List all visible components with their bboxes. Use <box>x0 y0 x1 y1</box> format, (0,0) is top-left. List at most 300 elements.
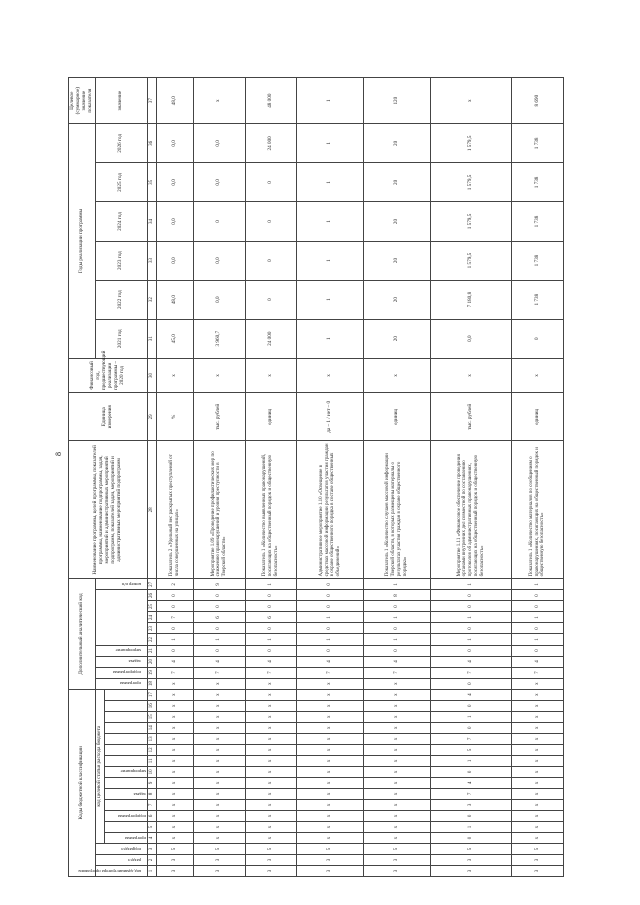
code-digit: 0 <box>156 623 193 634</box>
code-digit: х <box>156 733 193 744</box>
code-digit: х <box>297 766 364 777</box>
row-year-value: 20 <box>364 280 431 319</box>
header-name: Наименование программы, целей программы, показателей программы, наименование подпрограммы, задач, мероприятий и административных мероприятий подпрограмм, показателей задач, мероприятий и административных мероприятий подпрограмм <box>69 441 148 579</box>
row-finance-year: х <box>430 358 511 392</box>
code-digit: 3 <box>430 865 511 876</box>
code-digit: х <box>512 711 564 722</box>
code-digit: 0 <box>364 601 431 612</box>
code-digit: 1 <box>156 634 193 645</box>
header-unit: Единица измерения <box>69 393 148 441</box>
code-digit: х <box>156 788 193 799</box>
code-digit: х <box>156 700 193 711</box>
code-digit: 5 <box>430 843 511 854</box>
row-year-value: 24 000 <box>245 319 297 358</box>
column-number: 26 <box>147 590 156 601</box>
row-year-value: 20 <box>364 241 431 280</box>
code-digit: 0 <box>512 623 564 634</box>
row-name: Административное мероприятие 1.10 «Освещение в средствах массовой информации результатов участия граждан в охране общественного порядка в составе общественных объединений» <box>297 441 364 579</box>
row-year-value: 0 <box>245 163 297 202</box>
column-number: 27 <box>147 579 156 590</box>
row-target-value: 48,0 <box>156 78 193 124</box>
code-digit: 1 <box>193 634 245 645</box>
code-digit: х <box>297 689 364 700</box>
code-digit: 3 <box>245 854 297 865</box>
row-year-value: 0,0 <box>156 124 193 163</box>
code-digit: 3 <box>156 865 193 876</box>
row-target-value: 48 000 <box>245 78 297 124</box>
column-number: 4 <box>147 832 156 843</box>
code-digit: х <box>193 689 245 700</box>
code-digit: х <box>245 755 297 766</box>
code-digit: 7 <box>430 667 511 678</box>
code-digit: х <box>156 766 193 777</box>
code-digit: х <box>512 678 564 689</box>
code-digit: 4 <box>297 656 364 667</box>
header-article-program <box>104 832 147 843</box>
header-year-5: 2025 год <box>95 163 147 202</box>
table-row <box>245 78 297 877</box>
row-year-value: 0,0 <box>193 163 245 202</box>
code-digit: х <box>193 810 245 821</box>
code-digit: 3 <box>512 865 564 876</box>
header-analytic-code: Дополнительный аналитический код <box>69 579 96 689</box>
row-year-value: 3 960,7 <box>193 319 245 358</box>
row-year-value: 24 000 <box>245 124 297 163</box>
header-analytic-extra <box>95 590 147 645</box>
row-year-value: 0 <box>245 241 297 280</box>
code-digit: 3 <box>156 854 193 865</box>
column-number: 31 <box>147 319 156 358</box>
table-row <box>364 78 431 877</box>
column-number: 35 <box>147 163 156 202</box>
row-year-value: 1 <box>297 280 364 319</box>
row-year-value: 1 579,5 <box>430 163 511 202</box>
code-digit: 3 <box>430 854 511 865</box>
code-digit: 0 <box>297 579 364 590</box>
table-row <box>193 78 245 877</box>
code-digit: х <box>364 788 431 799</box>
table-row <box>156 78 193 877</box>
header-article-subprogram <box>104 810 147 821</box>
code-digit: 7 <box>156 667 193 678</box>
code-digit: 4 <box>512 656 564 667</box>
table-row <box>297 78 364 877</box>
row-finance-year: х <box>245 358 297 392</box>
code-digit: х <box>156 821 193 832</box>
code-digit: 0 <box>512 645 564 656</box>
code-digit: 1 <box>512 579 564 590</box>
code-digit: х <box>193 755 245 766</box>
code-digit: 1 <box>430 755 511 766</box>
code-digit: 0 <box>430 700 511 711</box>
code-digit: 0 <box>245 645 297 656</box>
header-article-measure <box>104 766 147 777</box>
code-digit: 7 <box>156 612 193 623</box>
code-digit: 1 <box>512 612 564 623</box>
code-digit: х <box>364 711 431 722</box>
code-digit: 0 <box>156 590 193 601</box>
code-digit: х <box>156 777 193 788</box>
code-digit: 3 <box>193 865 245 876</box>
code-digit: х <box>297 700 364 711</box>
row-year-value: 0 <box>245 280 297 319</box>
header-task-label: задача <box>128 659 142 665</box>
code-digit: х <box>364 799 431 810</box>
header-npp <box>95 579 147 590</box>
code-digit: х <box>512 722 564 733</box>
header-article-sub-x <box>104 744 147 755</box>
row-target-value: 8 690 <box>512 78 564 124</box>
code-digit: 0 <box>193 623 245 634</box>
row-target-value: 120 <box>364 78 431 124</box>
code-digit: х <box>245 799 297 810</box>
header-value: значение <box>95 78 147 124</box>
code-digit: 0 <box>364 623 431 634</box>
header-program <box>95 678 147 689</box>
code-digit: х <box>364 733 431 744</box>
header-measure-label: мероприятие <box>115 648 142 654</box>
header-budget-codes: Коды бюджетной классификации <box>69 689 96 876</box>
code-digit: 1 <box>364 612 431 623</box>
row-unit: единиц <box>364 393 431 441</box>
header-article-subprogram-label: подпрограмма <box>117 813 146 819</box>
code-digit: х <box>297 678 364 689</box>
code-digit: 1 <box>297 612 364 623</box>
code-digit: 0 <box>430 678 511 689</box>
header-subprogram-label: подпрограмма <box>113 670 142 676</box>
header-razdel-label: раздел <box>128 857 142 863</box>
row-name: Показатель 1 «Количество материалов по сообщениям о правонарушениях, посягающих на общественный порядок и общественную безопасность» <box>512 441 564 579</box>
code-digit: 4 <box>430 656 511 667</box>
code-digit: х <box>364 832 431 843</box>
code-digit: х <box>156 799 193 810</box>
code-digit: х <box>364 755 431 766</box>
column-number: 33 <box>147 241 156 280</box>
code-digit: х <box>512 689 564 700</box>
row-year-value: 7 180,8 <box>430 280 511 319</box>
code-digit: 0 <box>297 590 364 601</box>
code-digit: 8 <box>364 590 431 601</box>
column-number: 6 <box>147 810 156 821</box>
code-digit: х <box>156 755 193 766</box>
header-article-task-label: задача <box>133 791 146 797</box>
row-unit: тыс. рублей <box>193 393 245 441</box>
code-digit: х <box>512 832 564 843</box>
header-finance-year: Финансовый год, предшествующий реализации программы – 2020 год <box>69 358 148 392</box>
row-year-value: 0 <box>245 202 297 241</box>
code-digit: 0 <box>430 645 511 656</box>
code-digit: 3 <box>297 854 364 865</box>
row-year-value: 0 <box>512 319 564 358</box>
code-digit: х <box>512 810 564 821</box>
column-number: 30 <box>147 358 156 392</box>
code-digit: х <box>297 810 364 821</box>
program-table <box>68 77 564 877</box>
column-number: 12 <box>147 744 156 755</box>
code-digit: 0 <box>512 601 564 612</box>
code-digit: 1 <box>245 579 297 590</box>
code-digit: х <box>156 678 193 689</box>
row-name: Показатель 2 «Удельный вес раскрытых преступлений от числа совершенных на улицах» <box>156 441 193 579</box>
column-number: 14 <box>147 722 156 733</box>
code-digit: х <box>512 755 564 766</box>
code-digit: х <box>297 788 364 799</box>
column-number: 37 <box>147 78 156 124</box>
code-digit: х <box>512 766 564 777</box>
row-finance-year: х <box>512 358 564 392</box>
code-digit: 7 <box>193 667 245 678</box>
code-digit: 1 <box>245 634 297 645</box>
code-digit: 0 <box>430 722 511 733</box>
header-task <box>95 656 147 667</box>
header-article-sub-3 <box>104 777 147 788</box>
code-digit: х <box>512 799 564 810</box>
header-year-4: 2024 год <box>95 202 147 241</box>
code-digit: х <box>297 733 364 744</box>
code-digit: 2 <box>156 579 193 590</box>
table-row <box>512 78 564 877</box>
row-year-value: 1 <box>297 319 364 358</box>
code-digit: 5 <box>364 843 431 854</box>
row-year-value: 0,0 <box>430 319 511 358</box>
column-number: 34 <box>147 202 156 241</box>
code-digit: 0 <box>193 590 245 601</box>
code-digit: 3 <box>430 799 511 810</box>
row-name: Показатель 1 «Количество выявленных правонарушений, посягающих на общественный порядок и общественную безопасность» <box>245 441 297 579</box>
code-digit: 3 <box>297 865 364 876</box>
code-digit: 0 <box>156 601 193 612</box>
code-digit: х <box>364 810 431 821</box>
code-digit: 7 <box>512 667 564 678</box>
code-digit: 4 <box>156 656 193 667</box>
code-digit: х <box>512 744 564 755</box>
column-number: 7 <box>147 799 156 810</box>
code-digit: х <box>193 777 245 788</box>
header-article-measure-label: мероприятие <box>120 769 146 775</box>
code-digit: х <box>156 810 193 821</box>
table-row <box>430 78 511 877</box>
row-target-value: х <box>430 78 511 124</box>
code-digit: х <box>364 689 431 700</box>
code-digit: 0 <box>512 590 564 601</box>
row-year-value: 1 <box>297 241 364 280</box>
header-target-article: код целевой статьи расхода бюджета <box>95 689 104 843</box>
header-program-label: программа <box>120 681 142 687</box>
code-digit: х <box>297 821 364 832</box>
code-digit: х <box>297 832 364 843</box>
column-number: 9 <box>147 777 156 788</box>
row-year-value: 1 579,5 <box>430 241 511 280</box>
code-digit: 4 <box>193 656 245 667</box>
code-digit: 6 <box>193 612 245 623</box>
header-podrazdel <box>95 843 147 854</box>
code-digit: х <box>245 700 297 711</box>
code-digit: х <box>297 711 364 722</box>
header-npp-label: номер п/п <box>122 582 142 588</box>
code-digit: 0 <box>430 832 511 843</box>
header-measure <box>95 645 147 656</box>
page-number: 8 <box>54 452 63 456</box>
row-unit: единиц <box>245 393 297 441</box>
header-article-program-label: программа <box>124 835 146 841</box>
row-year-value: 0 <box>193 202 245 241</box>
header-article-sub-x <box>104 722 147 733</box>
code-digit: 0 <box>245 590 297 601</box>
column-number: 25 <box>147 601 156 612</box>
row-year-value: 0,0 <box>156 241 193 280</box>
header-article-sub-x <box>104 689 147 700</box>
code-digit: х <box>193 766 245 777</box>
code-digit: 7 <box>297 667 364 678</box>
code-digit: 5 <box>430 744 511 755</box>
row-name: Показатель 1 «Количество случаев массовой информации Тверской области, в которых размещены материалы о результатах участия граждан в охране общественного порядка» <box>364 441 431 579</box>
code-digit: х <box>364 777 431 788</box>
code-digit: х <box>245 711 297 722</box>
code-digit: 5 <box>512 843 564 854</box>
row-year-value: 0,0 <box>193 124 245 163</box>
code-digit: х <box>193 733 245 744</box>
code-digit: 1 <box>297 634 364 645</box>
column-number: 32 <box>147 280 156 319</box>
code-digit: 1 <box>430 711 511 722</box>
code-digit: 7 <box>245 667 297 678</box>
code-digit: х <box>512 777 564 788</box>
header-article-sub-1 <box>104 821 147 832</box>
code-digit: х <box>193 678 245 689</box>
code-digit: х <box>364 744 431 755</box>
row-name: Мероприятие 1.11 «Финансовое обеспечение проведения органами внутренних дел совместной по составлению протоколов об административных правонарушениях, посягающих на общественный порядок и общественную безопасность» <box>430 441 511 579</box>
code-digit: х <box>193 744 245 755</box>
code-digit: х <box>297 777 364 788</box>
code-digit: х <box>156 832 193 843</box>
row-finance-year: х <box>193 358 245 392</box>
code-digit: 0 <box>364 645 431 656</box>
header-year-3: 2023 год <box>95 241 147 280</box>
header-admin-code-label: код администратора программы <box>78 868 142 874</box>
row-year-value: 0,0 <box>156 163 193 202</box>
code-digit: 0 <box>430 766 511 777</box>
row-year-value: 1 579,5 <box>430 124 511 163</box>
code-digit: 0 <box>430 590 511 601</box>
header-article-sub-x <box>104 700 147 711</box>
code-digit: х <box>156 722 193 733</box>
code-digit: 1 <box>364 579 431 590</box>
row-year-value: 1 738 <box>512 280 564 319</box>
row-year-value: 1 738 <box>512 202 564 241</box>
column-number: 11 <box>147 755 156 766</box>
column-number: 20 <box>147 656 156 667</box>
code-digit: х <box>512 700 564 711</box>
code-digit: х <box>364 678 431 689</box>
header-razdel <box>95 854 147 865</box>
code-digit: 0 <box>430 623 511 634</box>
row-target-value: х <box>193 78 245 124</box>
row-finance-year: х <box>364 358 431 392</box>
code-digit: 4 <box>430 689 511 700</box>
code-digit: х <box>245 821 297 832</box>
code-digit: х <box>245 810 297 821</box>
column-number: 22 <box>147 634 156 645</box>
row-year-value: 20 <box>364 124 431 163</box>
header-podrazdel-label: подраздел <box>121 846 142 852</box>
header-article-sub-2 <box>104 799 147 810</box>
header-year-2: 2022 год <box>95 280 147 319</box>
row-year-value: 0,0 <box>156 202 193 241</box>
code-digit: 0 <box>297 601 364 612</box>
code-digit: х <box>364 700 431 711</box>
column-number: 23 <box>147 623 156 634</box>
code-digit: 4 <box>245 656 297 667</box>
code-digit: 5 <box>193 843 245 854</box>
code-digit: х <box>297 722 364 733</box>
header-admin-code <box>78 865 147 876</box>
code-digit: х <box>512 821 564 832</box>
column-number: 16 <box>147 700 156 711</box>
row-target-value: 1 <box>297 78 364 124</box>
column-number: 15 <box>147 711 156 722</box>
row-year-value: 1 579,5 <box>430 202 511 241</box>
code-digit: х <box>245 766 297 777</box>
header-article-sub-x <box>104 733 147 744</box>
row-year-value: 0,0 <box>193 280 245 319</box>
code-digit: х <box>245 678 297 689</box>
row-year-value: 45,0 <box>156 319 193 358</box>
column-number: 36 <box>147 124 156 163</box>
header-subprogram <box>95 667 147 678</box>
code-digit: 1 <box>430 634 511 645</box>
code-digit: х <box>193 711 245 722</box>
code-digit: 0 <box>193 645 245 656</box>
code-digit: х <box>297 799 364 810</box>
row-name: Мероприятие 1.09 «Проведение профилактических мер по снижению правонарушений и уровня преступности в Тверской области» <box>193 441 245 579</box>
code-digit: х <box>364 722 431 733</box>
code-digit: 0 <box>297 645 364 656</box>
code-digit: 7 <box>430 733 511 744</box>
code-digit: 0 <box>430 601 511 612</box>
column-number: 3 <box>147 843 156 854</box>
row-year-value: 0,0 <box>193 241 245 280</box>
code-digit: х <box>245 733 297 744</box>
column-number: 19 <box>147 667 156 678</box>
code-digit: 5 <box>156 843 193 854</box>
row-finance-year: х <box>156 358 193 392</box>
rotated-table-stage <box>68 77 564 877</box>
row-unit: тыс. рублей <box>430 393 511 441</box>
code-digit: х <box>245 788 297 799</box>
code-digit: 5 <box>245 843 297 854</box>
code-digit: 7 <box>364 667 431 678</box>
row-unit: да – 1 / нет – 0 <box>297 393 364 441</box>
code-digit: х <box>193 722 245 733</box>
code-digit: 1 <box>430 579 511 590</box>
code-digit: х <box>193 700 245 711</box>
code-digit: 4 <box>430 777 511 788</box>
code-digit: х <box>245 777 297 788</box>
row-unit: % <box>156 393 193 441</box>
column-number: 21 <box>147 645 156 656</box>
code-digit: 3 <box>512 854 564 865</box>
column-number: 8 <box>147 788 156 799</box>
header-article-sub-x <box>104 711 147 722</box>
row-year-value: 1 <box>297 202 364 241</box>
code-digit: х <box>512 788 564 799</box>
code-digit: 3 <box>193 854 245 865</box>
row-year-value: 20 <box>364 202 431 241</box>
code-digit: 0 <box>430 810 511 821</box>
code-digit: 3 <box>364 865 431 876</box>
code-digit: х <box>193 832 245 843</box>
row-year-value: 1 738 <box>512 163 564 202</box>
